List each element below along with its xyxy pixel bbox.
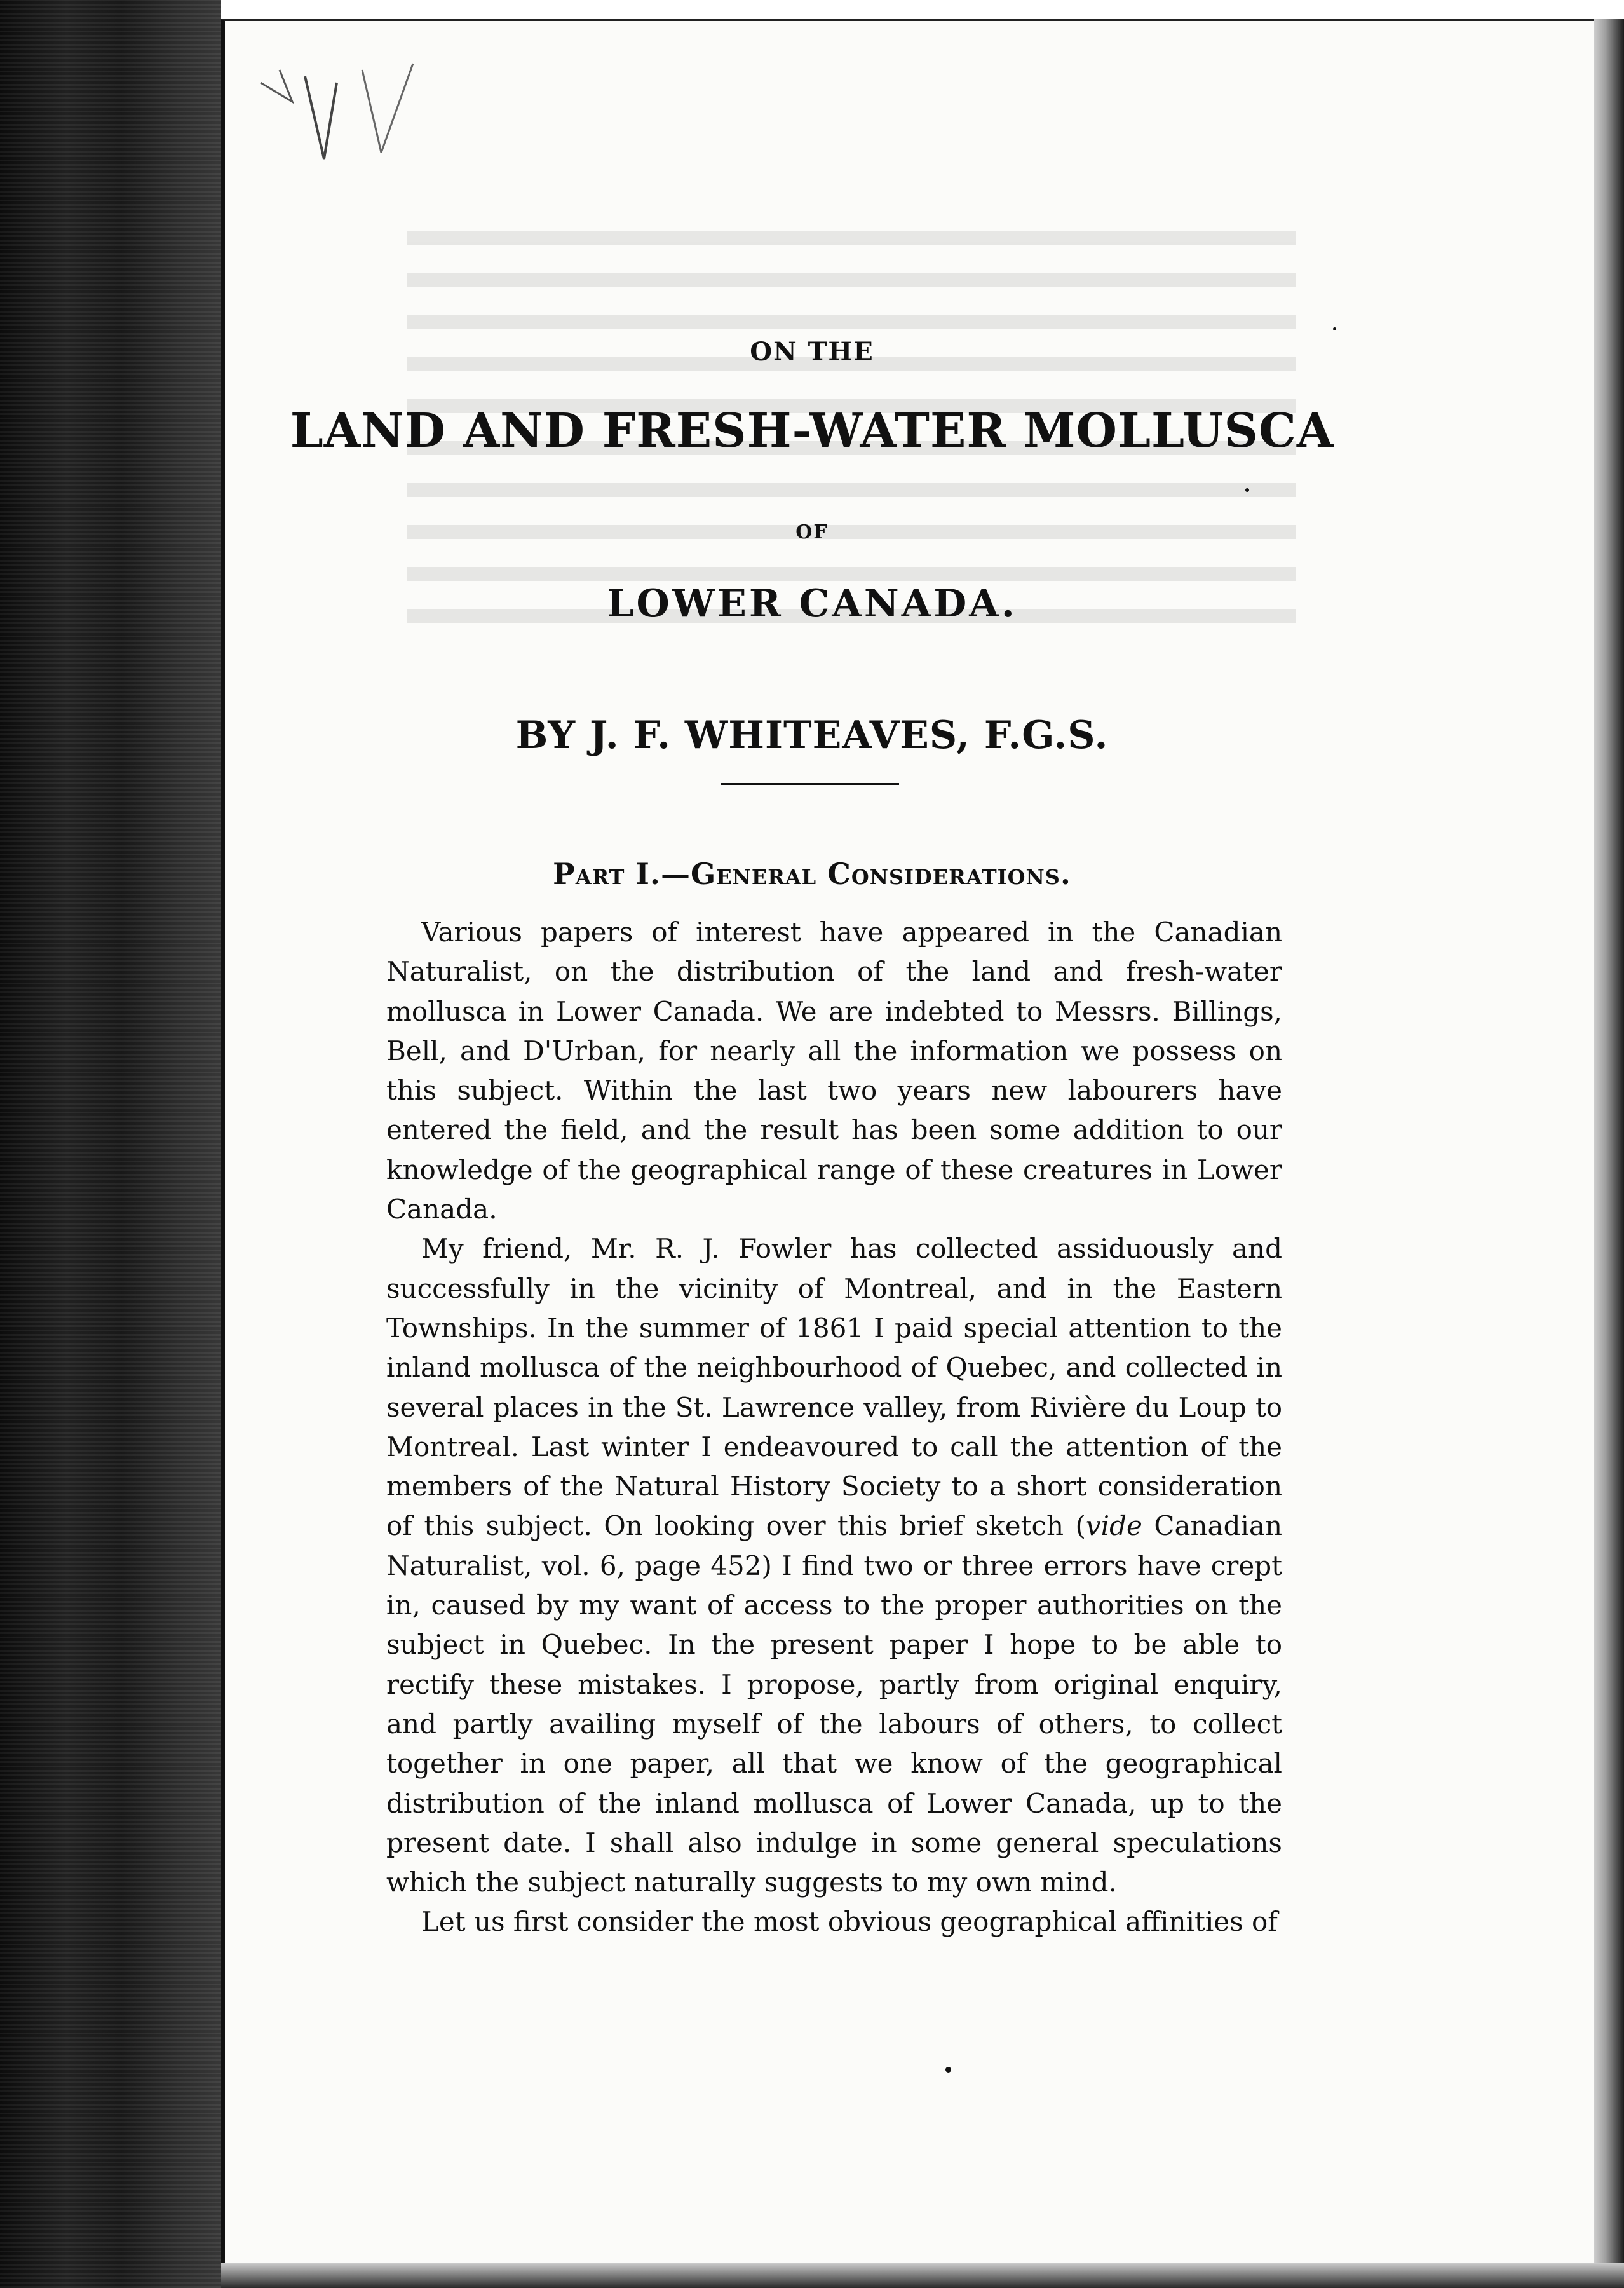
page-bottom-edge [221, 2263, 1624, 2288]
paragraph-2-text-cont: Canadian Naturalist, vol. 6, page 452) I find two or three errors have crept in, caused by my want of access to the proper authorities on the subject in Quebec. In the present paper I hope to be able to rectify these mistakes. I propose, partly from original enquiry, and partly availing myself of the labours of others, to collect together in one paper, all that we know of the geographical distribution of the inland mollusca of Lower Canada, up to the present date. I shall also indulge in some general speculations which the subject naturally suggests to my own mind. [386, 1510, 1282, 1898]
title-place: LOWER CANADA. [607, 582, 1017, 626]
paragraph-2-text: My friend, Mr. R. J. Fowler has collected assiduously and successfully in the vicinity of Montreal, and in the Eastern Townships. In the summer of 1861 I paid special attention to the inland mollusca of the neighbourhood of Quebec, and collected in several places in the St. Lawrence valley, from Rivière du Loup to Montreal. Last winter I endeavoured to call the attention of the members of the Natural History Society to a short consideration of this subject. On looking over this brief sketch ( [386, 1233, 1282, 1542]
paragraph-1 [386, 913, 1282, 1229]
paragraph-2-italic: vide [1085, 1510, 1142, 1542]
paragraph-2 [386, 1229, 1282, 1902]
pencil-annotation [254, 57, 432, 172]
body-text [386, 913, 1282, 1942]
title-prefix: ON THE [750, 337, 874, 367]
section-heading: Part I.—General Considerations. [553, 857, 1071, 891]
paragraph-1-text: Various papers of interest have appeared in the Canadian Naturalist, on the distribution of the land and fresh-water mollusca in Lower Canada. We are indebted to Messrs. Billings, Bell, and D'Urban, for nearly all the information we possess on this subject. Within the last two years new labourers have entered the field, and the result has been some addition to our knowledge of the geographical range of these creatures in Lower Canada. [386, 916, 1282, 1225]
title-rule [721, 783, 899, 785]
ink-speck [945, 2067, 951, 2073]
page-title: LAND AND FRESH-WATER MOLLUSCA [290, 404, 1334, 458]
paragraph-3 [386, 1902, 1282, 1942]
title-connector: OF [795, 521, 829, 543]
ink-speck [1245, 488, 1249, 492]
paragraph-3-text: Let us first consider the most obvious geographical affinities of [421, 1906, 1278, 1938]
author-line: BY J. F. WHITEAVES, F.G.S. [515, 713, 1109, 758]
ink-speck [1333, 327, 1336, 330]
